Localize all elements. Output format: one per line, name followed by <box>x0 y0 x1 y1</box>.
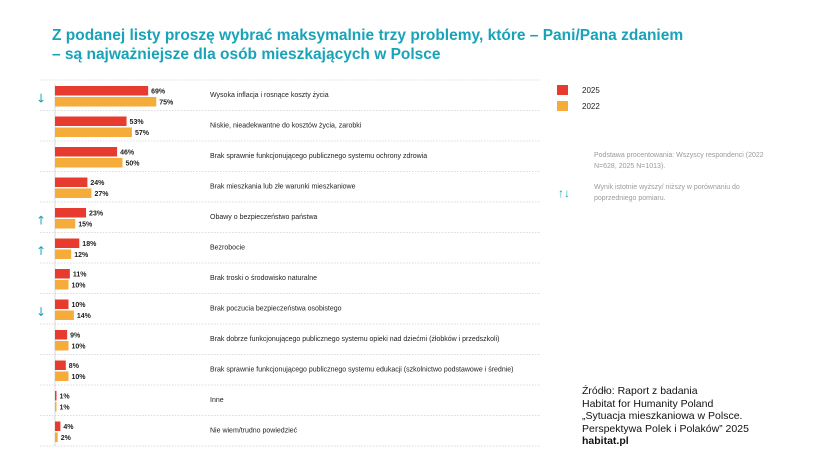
arrow-up-icon: ↑ <box>35 244 47 258</box>
category-label-2: Brak sprawnie funkcjonującego publicznego systemu ochrony zdrowia <box>210 153 428 160</box>
bar-2025-7 <box>55 300 69 310</box>
bar-2025-11 <box>55 422 60 432</box>
legend-swatch-2025 <box>557 85 568 95</box>
data-label-2022-5: 12% <box>74 252 89 259</box>
category-label-5: Bezrobocie <box>210 244 246 252</box>
arrow-down-icon: ↓ <box>35 305 47 319</box>
bar-2025-8 <box>55 330 67 340</box>
data-label-2022-8: 10% <box>71 343 86 351</box>
source-line-2: Habitat for Humanity Poland <box>582 397 714 410</box>
data-label-2025-2: 46% <box>120 149 135 157</box>
source-line-1: Źródło: Raport z badania <box>582 385 698 397</box>
category-label-8: Brak dobrze funkcjonującego publicznego systemu opieki nad dziećmi (żłobków i przedszkoli) <box>210 336 500 343</box>
bar-2025-0 <box>55 86 148 96</box>
bar-2022-6 <box>55 280 69 290</box>
legend-label-2025: 2025 <box>582 85 600 95</box>
bar-2022-1 <box>55 128 132 138</box>
data-label-2025-5: 18% <box>82 241 97 248</box>
data-label-2025-1: 53% <box>129 119 144 126</box>
category-label-1: Niskie, nieadekwantne do kosztów życia, zarobki <box>210 122 362 130</box>
bar-2022-8 <box>55 341 69 351</box>
legend-item-2022 <box>557 100 600 112</box>
data-label-2025-11: 4% <box>63 424 74 431</box>
bar-2022-0 <box>55 97 156 107</box>
title-line-1: Z podanej listy proszę wybrać maksymalnie trzy problemy, które – Pani/Pana zdaniem <box>52 27 684 44</box>
data-label-2025-8: 9% <box>70 332 81 340</box>
legend-swatch-2022 <box>557 101 568 111</box>
arrow-down-icon: ↓ <box>35 91 47 106</box>
bar-2025-3 <box>55 178 87 188</box>
bar-2022-4 <box>55 219 75 229</box>
title-line-2: – są najważniejsze dla osób mieszkających w Polsce <box>52 46 441 63</box>
bar-2022-7 <box>55 311 74 321</box>
category-label-6: Brak troski o środowisko naturalne <box>210 275 317 282</box>
source-block <box>582 385 802 448</box>
category-label-3: Brak mieszkania lub złe warunki mieszkaniowe <box>210 183 356 191</box>
data-label-2025-10: 1% <box>59 393 70 401</box>
category-label-0: Wysoka inflacja i rosnące koszty życia <box>210 92 329 99</box>
data-label-2022-4: 15% <box>78 221 93 229</box>
bar-2022-11 <box>55 433 58 443</box>
data-label-2022-1: 57% <box>134 130 149 137</box>
bar-2025-9 <box>55 361 66 371</box>
bar-2025-10 <box>55 391 57 401</box>
bar-2025-6 <box>55 269 70 279</box>
base-note: Podstawa procentowania: Wszyscy respondenci (2022 N=628, 2025 N=1013). <box>594 152 764 170</box>
significance-note: Wynik istotnie wyższy/ niższy w porównaniu do poprzedniego pomiaru. <box>594 184 740 202</box>
data-label-2022-0: 75% <box>159 99 174 107</box>
source-line-4: Perspektywa Polek i Polaków” 2025 <box>582 422 749 435</box>
data-label-2022-11: 2% <box>60 435 71 442</box>
bar-2025-5 <box>55 239 79 249</box>
data-label-2022-9: 10% <box>71 374 86 381</box>
up-down-arrows-icon: ↑↓ <box>558 186 570 200</box>
data-label-2025-3: 24% <box>90 180 105 187</box>
data-label-2025-6: 11% <box>72 271 87 279</box>
data-label-2022-7: 14% <box>76 313 91 320</box>
bar-2022-10 <box>55 402 57 412</box>
legend <box>557 84 600 116</box>
bar-2022-3 <box>55 189 91 199</box>
bar-2025-4 <box>55 208 86 218</box>
data-label-2025-0: 69% <box>151 88 166 96</box>
bar-2022-9 <box>55 372 69 382</box>
source-site: habitat.pl <box>582 435 629 447</box>
bar-2025-2 <box>55 147 117 157</box>
data-label-2025-9: 8% <box>68 363 79 370</box>
data-label-2022-3: 27% <box>94 191 109 198</box>
data-label-2022-6: 10% <box>71 282 86 290</box>
category-label-10: Inne <box>210 397 224 404</box>
arrow-up-icon: ↑ <box>35 213 47 228</box>
bar-2025-1 <box>55 117 127 127</box>
category-label-4: Obawy o bezpieczeństwo państwa <box>210 214 318 221</box>
data-label-2022-2: 50% <box>125 160 140 168</box>
legend-label-2022: 2022 <box>582 101 600 111</box>
category-label-7: Brak poczucia bezpieczeństwa osobistego <box>210 305 342 313</box>
bar-2022-5 <box>55 250 71 260</box>
source-line-3: „Sytuacja mieszkaniowa w Polsce. <box>582 410 743 422</box>
data-label-2022-10: 1% <box>59 404 70 412</box>
bar-2022-2 <box>55 158 123 168</box>
category-label-9: Brak sprawnie funkcjonującego publicznego systemu edukacji (szkolnictwo podstawowe i średnie) <box>210 366 514 374</box>
legend-item-2025 <box>557 84 600 96</box>
data-label-2025-7: 10% <box>71 302 86 309</box>
category-label-11: Nie wiem/trudno powiedzieć <box>210 427 298 435</box>
data-label-2025-4: 23% <box>89 210 104 218</box>
